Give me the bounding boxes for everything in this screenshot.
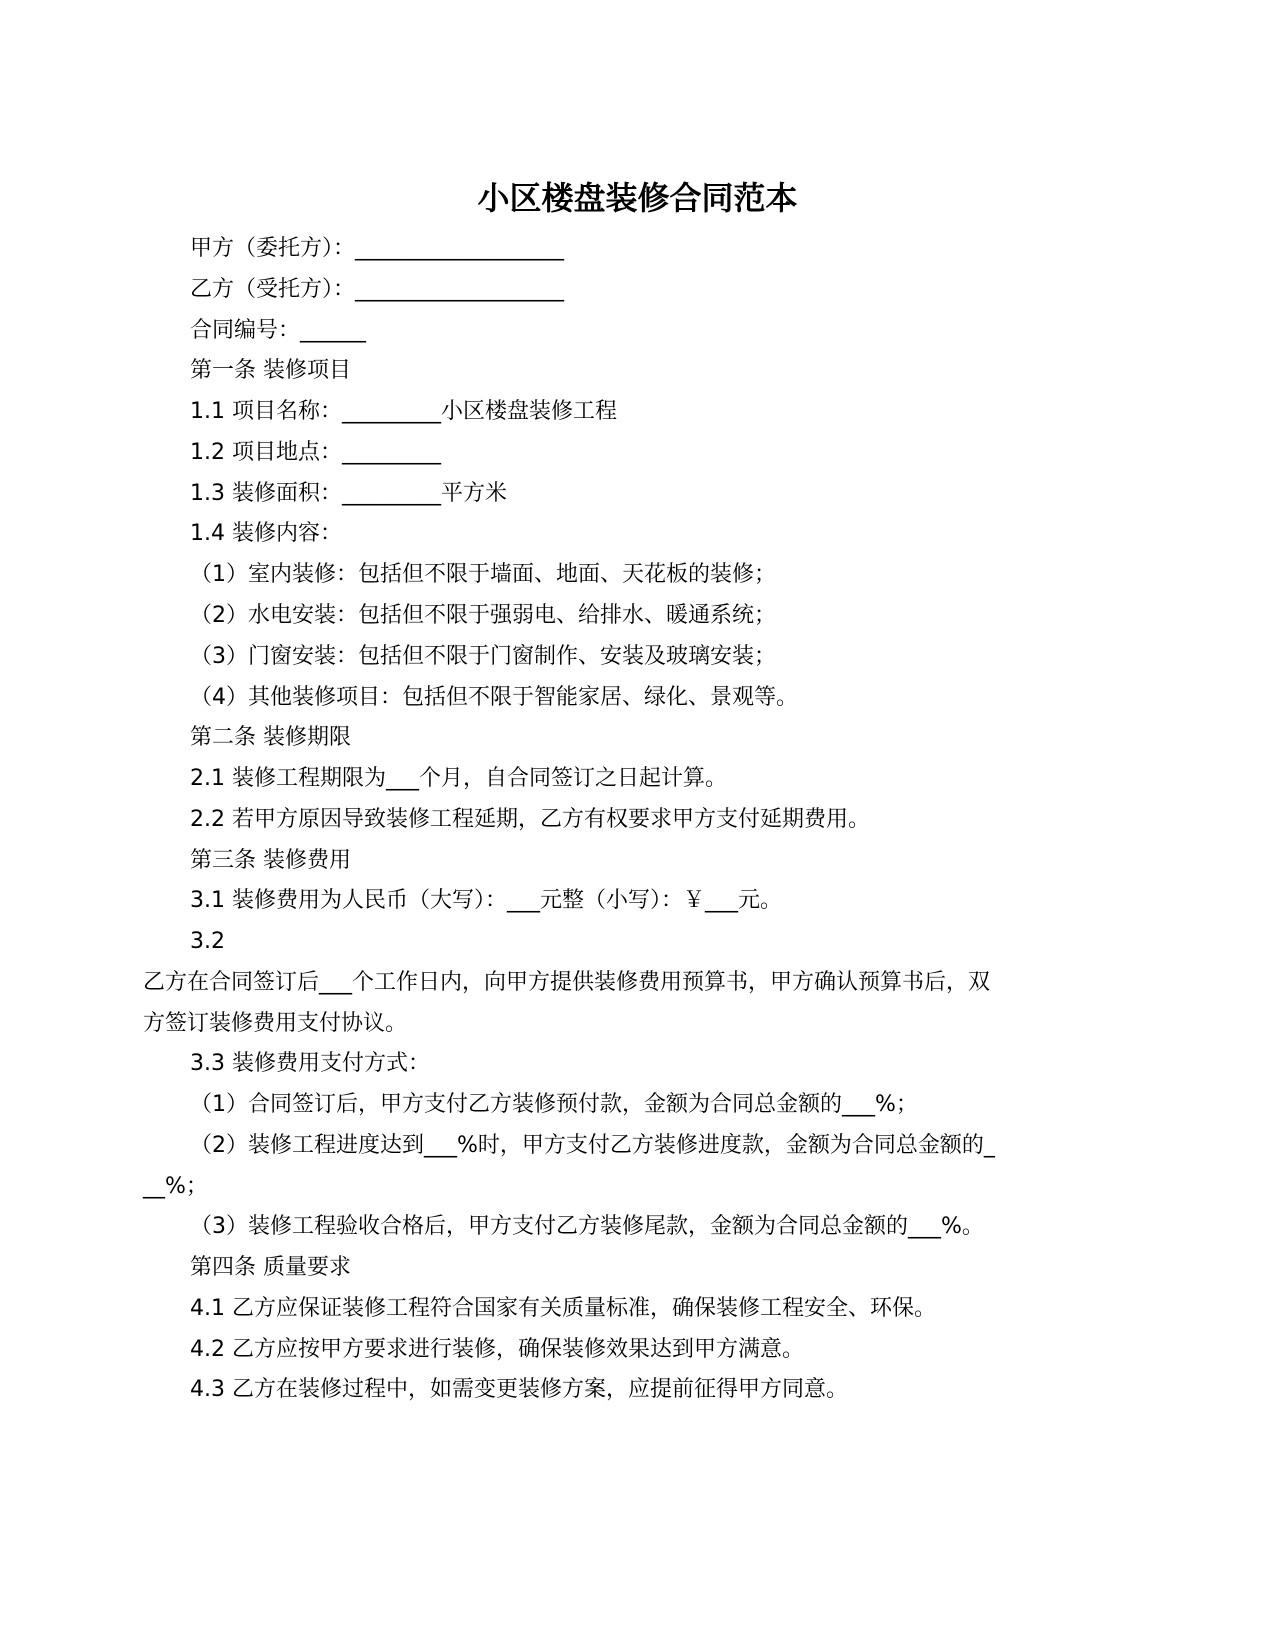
fill-in-blank[interactable]: ___ <box>424 1133 457 1158</box>
line-text: 4.3 乙方在装修过程中，如需变更装修方案，应提前征得甲方同意。 <box>190 1377 848 1402</box>
line-text: 4.2 乙方应按甲方要求进行装修，确保装修效果达到甲方满意。 <box>190 1337 804 1362</box>
line-text: （2）水电安装：包括但不限于强弱电、给排水、暖通系统； <box>190 603 776 628</box>
line-text: 方签订装修费用支付协议。 <box>143 1011 408 1036</box>
fill-in-blank[interactable]: ___ <box>908 1214 941 1239</box>
fill-in-blank[interactable]: _________ <box>341 481 441 506</box>
fill-in-blank[interactable]: ___ <box>319 970 353 995</box>
document-line <box>190 1212 984 1242</box>
document-line <box>190 234 564 264</box>
line-text: 乙方（受托方）： <box>190 277 356 302</box>
document-line <box>190 1253 351 1283</box>
document-line <box>190 805 870 835</box>
line-text: %； <box>165 1174 208 1199</box>
line-text: 1.1 项目名称： <box>190 399 342 424</box>
line-text: 合同编号： <box>190 318 301 343</box>
line-text: 1.3 装修面积： <box>190 481 342 506</box>
document-line <box>190 519 342 549</box>
fill-in-blank[interactable]: _________ <box>341 440 441 465</box>
line-text: 2.2 若甲方原因导致装修工程延期，乙方有权要求甲方支付延期费用。 <box>190 807 870 832</box>
line-text: （3）装修工程验收合格后，甲方支付乙方装修尾款，金额为合同总金额的 <box>190 1214 908 1239</box>
line-text: 平方米 <box>440 481 507 506</box>
document-line <box>190 1090 918 1120</box>
line-text: （4）其他装修项目：包括但不限于智能家居、绿化、景观等。 <box>190 685 798 710</box>
line-text: （2）装修工程进度达到 <box>190 1133 424 1158</box>
line-text: 1.4 装修内容： <box>190 521 342 546</box>
line-text: 2.1 装修工程期限为 <box>190 766 386 791</box>
document-line <box>190 560 776 590</box>
document-line <box>190 1131 995 1161</box>
line-text: 元。 <box>738 888 783 913</box>
fill-in-blank[interactable]: ___________________ <box>355 236 565 261</box>
document-line <box>190 927 225 957</box>
line-text: 个月，自合同签订之日起计算。 <box>418 766 727 791</box>
line-text: %。 <box>941 1214 984 1239</box>
line-text: 第二条 装修期限 <box>190 725 351 750</box>
document-line <box>190 846 351 876</box>
document-line <box>190 356 351 386</box>
document-line <box>143 1172 208 1202</box>
document-line <box>190 479 507 509</box>
document-line <box>190 275 564 305</box>
line-text: 第三条 装修费用 <box>190 848 351 873</box>
line-text: %； <box>875 1092 918 1117</box>
document-line <box>190 1294 936 1324</box>
document-line <box>190 764 727 794</box>
line-text: 3.3 装修费用支付方式： <box>190 1051 430 1076</box>
document-title: 小区楼盘装修合同范本 <box>477 179 798 217</box>
document-line <box>190 316 366 346</box>
document-line <box>190 1049 430 1079</box>
document-line <box>190 438 441 468</box>
line-text: 1.2 项目地点： <box>190 440 342 465</box>
line-text: 4.1 乙方应保证装修工程符合国家有关质量标准，确保装修工程安全、环保。 <box>190 1296 936 1321</box>
fill-in-blank[interactable]: ___ <box>842 1092 875 1117</box>
document-line <box>143 968 990 998</box>
document-line <box>190 683 798 713</box>
document-line <box>190 723 351 753</box>
line-text: 小区楼盘装修工程 <box>440 399 617 424</box>
line-text: 第一条 装修项目 <box>190 358 351 383</box>
document-line <box>143 1009 407 1039</box>
fill-in-blank[interactable]: ___ <box>506 888 540 913</box>
fill-in-blank[interactable]: __ <box>143 1174 165 1199</box>
line-text: 3.1 装修费用为人民币（大写）： <box>190 888 507 913</box>
document-line <box>190 1335 804 1365</box>
document-line <box>190 642 776 672</box>
line-text: 第四条 质量要求 <box>190 1255 351 1280</box>
line-text: （3）门窗安装：包括但不限于门窗制作、安装及玻璃安装； <box>190 644 776 669</box>
fill-in-blank[interactable]: _________ <box>341 399 441 424</box>
document-line <box>190 886 782 916</box>
fill-in-blank[interactable]: ___________________ <box>355 277 565 302</box>
fill-in-blank[interactable]: ___ <box>385 766 419 791</box>
line-text: （1）合同签订后，甲方支付乙方装修预付款，金额为合同总金额的 <box>190 1092 842 1117</box>
line-text: 个工作日内，向甲方提供装修费用预算书，甲方确认预算书后，双 <box>352 970 991 995</box>
fill-in-blank[interactable]: ___ <box>705 888 738 913</box>
document-line <box>190 1375 848 1405</box>
document-line <box>190 397 617 427</box>
line-text: （1）室内装修：包括但不限于墙面、地面、天花板的装修； <box>190 562 776 587</box>
fill-in-blank[interactable]: ______ <box>300 318 367 343</box>
line-text: 甲方（委托方）： <box>190 236 356 261</box>
line-text: 3.2 <box>190 929 225 954</box>
document-line <box>190 601 776 631</box>
line-text: 乙方在合同签订后 <box>143 970 320 995</box>
line-text: %时，甲方支付乙方装修进度款，金额为合同总金额的_ <box>457 1133 995 1158</box>
line-text: 元整（小写）：￥ <box>539 888 705 913</box>
